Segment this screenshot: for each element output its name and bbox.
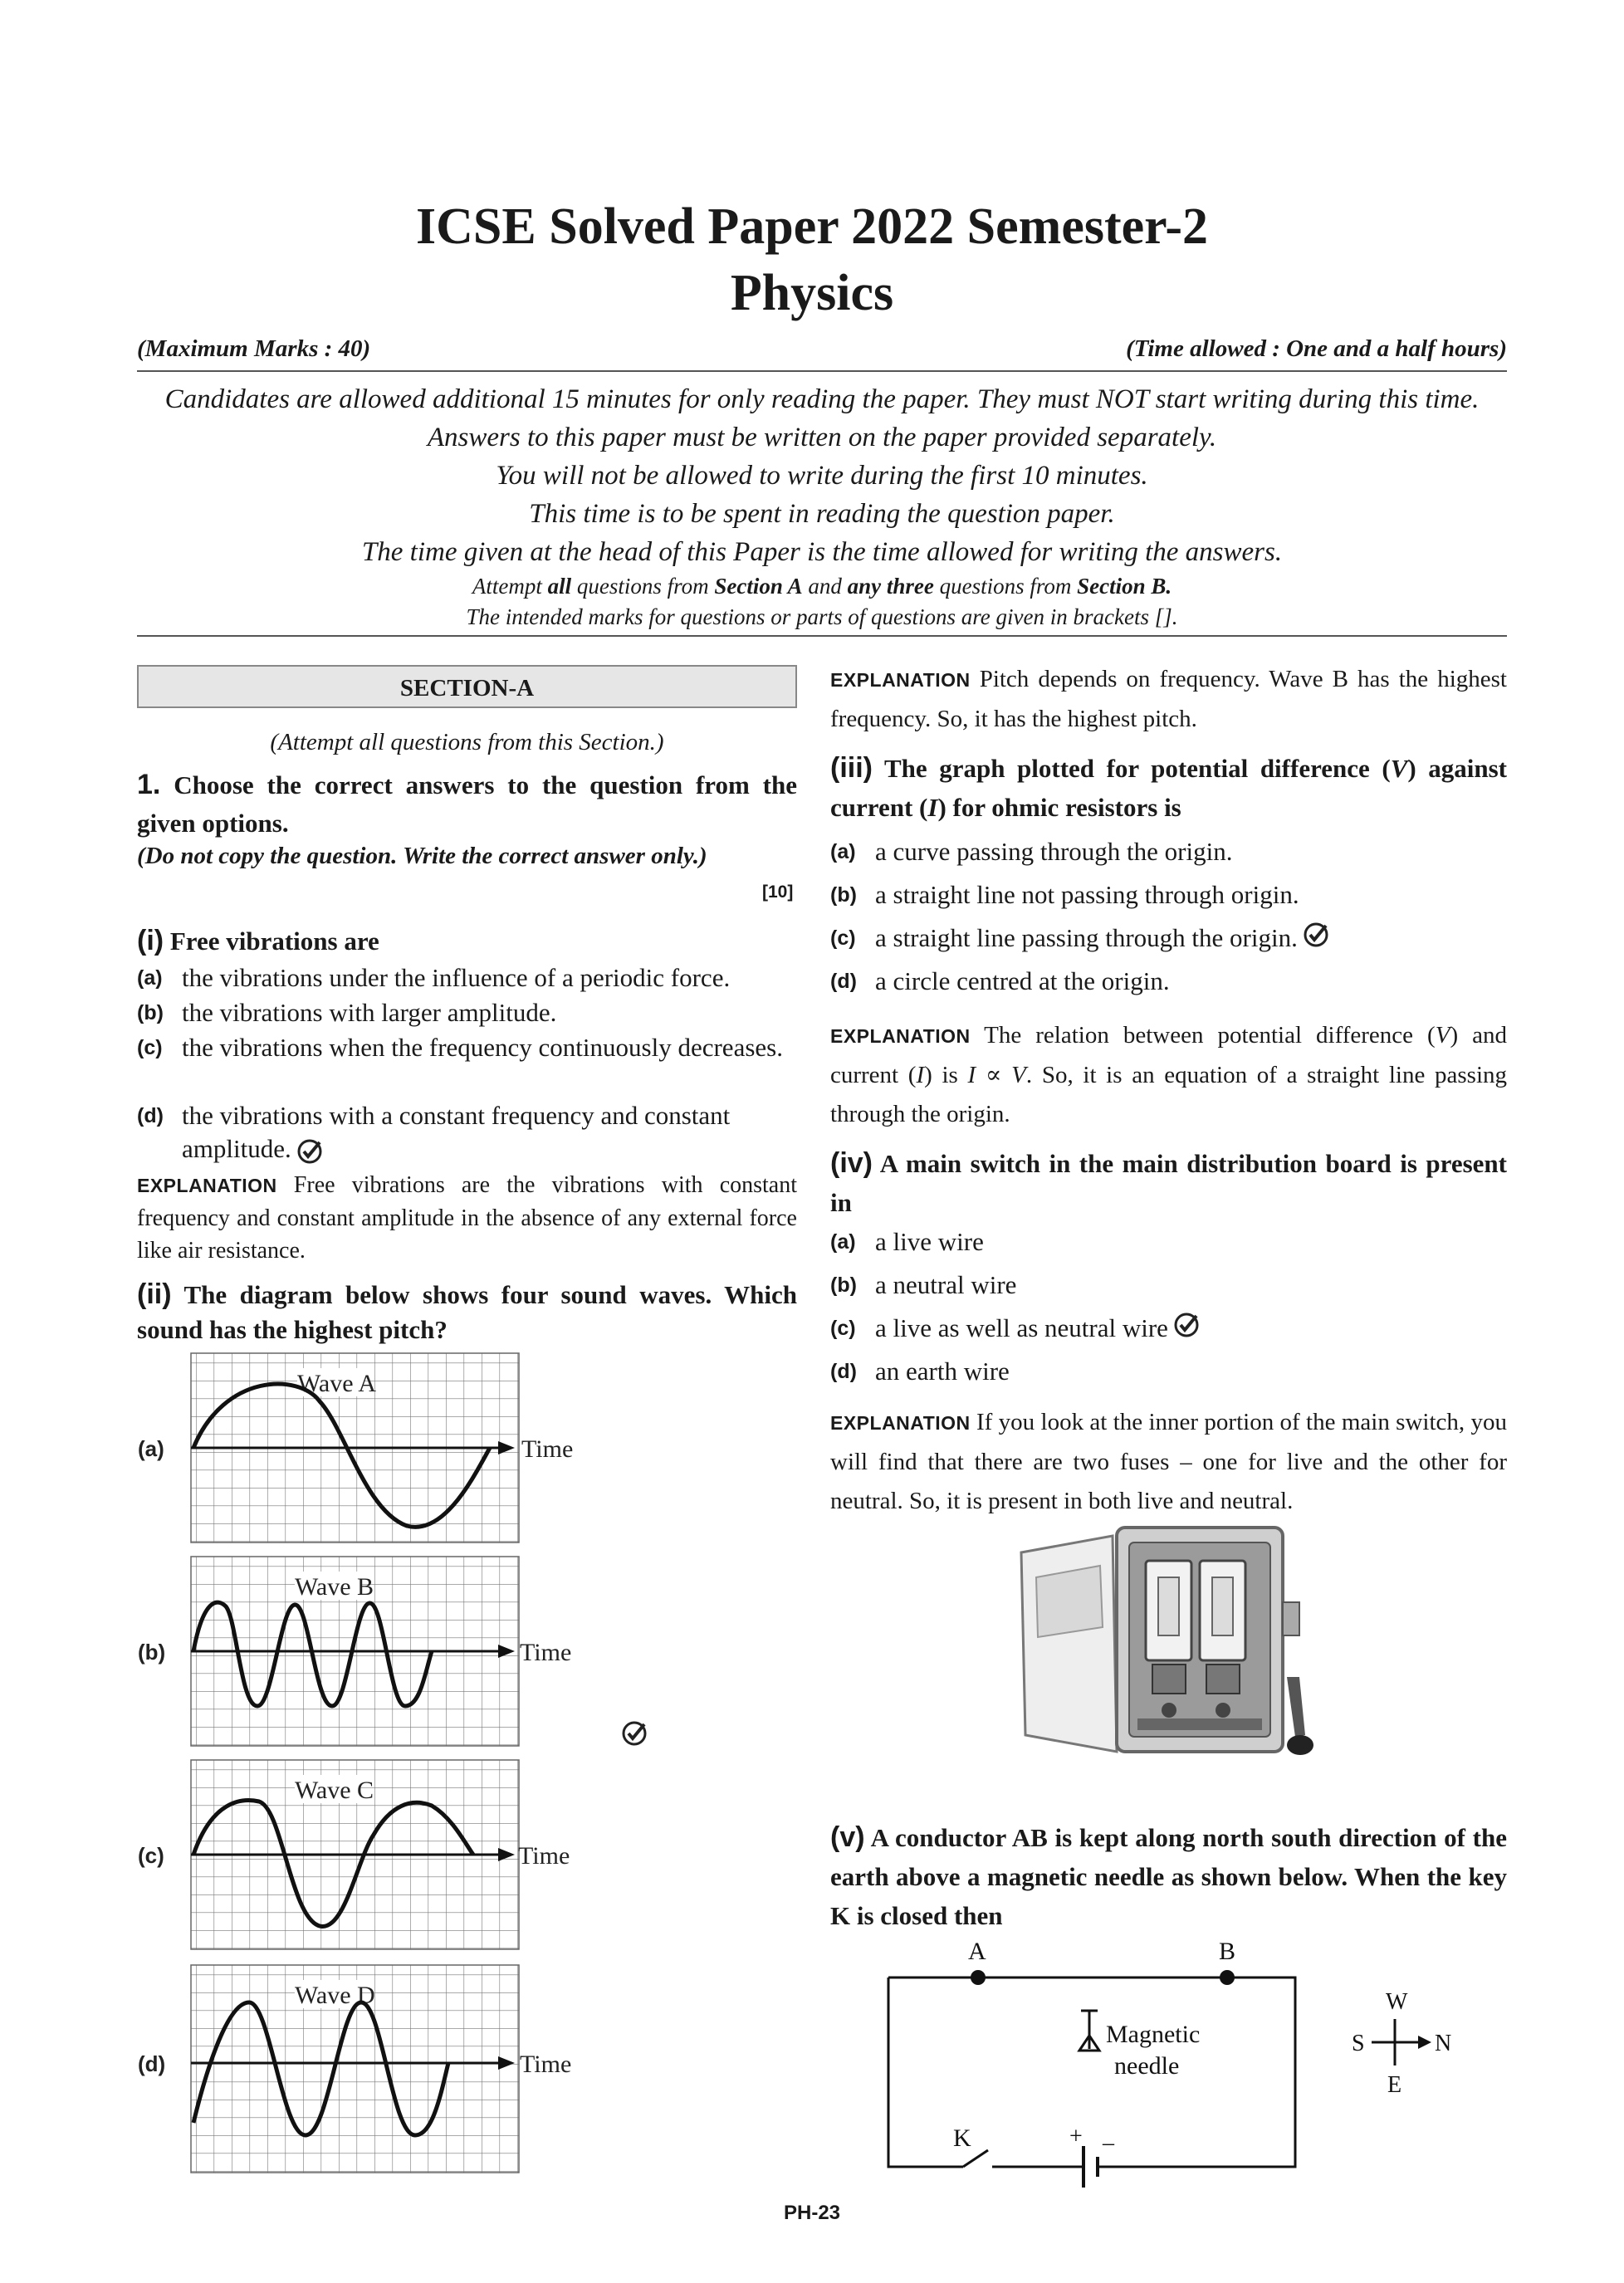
wave-a-panel: [138, 1353, 573, 1542]
option-label: (d): [138, 2051, 166, 2076]
wave-d-panel: [138, 1965, 571, 2173]
instructions: [137, 380, 1507, 633]
page-number: PH-23: [783, 2202, 841, 2224]
time-allowed: (Time allowed : One and a half hours): [1126, 335, 1507, 362]
compass-south: S: [1352, 2031, 1365, 2056]
wave-c-panel: [138, 1760, 570, 1949]
option-d[interactable]: (d) an earth wire: [830, 1357, 1010, 1386]
option-b[interactable]: (b) a straight line not passing through origin.: [830, 880, 1299, 909]
option-a[interactable]: (a) a live wire: [830, 1227, 984, 1256]
instruction-line: Attempt all questions from Section A and any three questions from Section B.: [472, 574, 1172, 599]
needle-label: Magnetic: [1106, 2021, 1201, 2048]
time-axis-label: Time: [520, 2051, 572, 2078]
option-c[interactable]: (c) the vibrations when the frequency continuously decreases.: [137, 1033, 783, 1062]
instruction-line: The intended marks for questions or parts of questions are given in brackets [].: [466, 604, 1178, 629]
marks-badge: [10]: [762, 882, 794, 902]
time-axis-label: Time: [518, 1842, 570, 1870]
option-a[interactable]: (a) a curve passing through the origin.: [830, 837, 1233, 866]
key-switch: [963, 2150, 988, 2167]
option-b[interactable]: (b) a neutral wire: [830, 1270, 1017, 1299]
option-label: (a): [138, 1436, 164, 1461]
wave-c-label: Wave C: [295, 1777, 374, 1804]
instruction-line: This time is to be spent in reading the question paper.: [529, 499, 1115, 529]
option-label: (c): [138, 1843, 164, 1868]
magnetic-needle-icon: [1079, 2011, 1099, 2051]
instruction-line: Answers to this paper must be written on the paper provided separately.: [427, 423, 1217, 452]
point-a: [971, 1970, 986, 1985]
key-label: K: [953, 2124, 971, 2152]
option-c[interactable]: (c) a straight line passing through the origin.: [830, 922, 1329, 955]
explanation-i: EXPLANATION Free vibrations are the vibrations with constant frequency and constant amplitude in the absence of any external force like air resistance.: [137, 1172, 797, 1264]
correct-check-icon: [296, 1138, 323, 1165]
wave-d-label: Wave D: [295, 1982, 375, 2009]
question-i: (i) Free vibrations are: [137, 925, 379, 956]
wave-b-label: Wave B: [295, 1573, 374, 1601]
instruction-line: You will not be allowed to write during the first 10 minutes.: [496, 461, 1148, 491]
explanation-ii: EXPLANATION Pitch depends on frequency. Wave B has the highest frequency. So, it has the highest pitch.: [830, 666, 1507, 732]
question-ii: (ii) The diagram below shows four sound waves. Which sound has the highest pitch?: [137, 1278, 797, 1344]
battery-plus: +: [1069, 2124, 1083, 2149]
main-switch-photo: [1013, 1511, 1320, 1777]
question-iii: (iii) The graph plotted for potential difference (V) against current (I) for ohmic resistors is: [830, 752, 1507, 822]
instructions-rule: [137, 635, 1507, 637]
explanation-iv: EXPLANATION If you look at the inner portion of the main switch, you will find that there are two fuses – one for live and the other for neutral. So, it is present in both live and neutral.: [830, 1409, 1507, 1514]
point-a-label: A: [968, 1938, 986, 1965]
option-d[interactable]: (d) a circle centred at the origin.: [830, 966, 1170, 995]
correct-check-icon: [1173, 1312, 1200, 1338]
section-heading: SECTION-A: [137, 665, 797, 708]
point-b: [1220, 1970, 1235, 1985]
page-title: ICSE Solved Paper 2022 Semester-2: [415, 198, 1209, 255]
wave-b-panel: [138, 1557, 571, 1746]
question-number: 1.: [137, 769, 161, 800]
question-1-note: (Do not copy the question. Write the correct answer only.): [137, 843, 707, 869]
time-axis-label: Time: [520, 1639, 572, 1666]
question-v: (v) A conductor AB is kept along north south direction of the earth above a magnetic needle as shown below. When the key K is closed then: [830, 1821, 1507, 1930]
needle-label: needle: [1114, 2052, 1180, 2080]
compass-east: E: [1387, 2072, 1402, 2098]
question-iv: (iv) A main switch in the main distribution board is present in: [830, 1147, 1507, 1217]
waves-diagram: [125, 1345, 722, 2183]
option-label: (b): [138, 1640, 166, 1665]
time-axis-label: Time: [521, 1435, 574, 1463]
point-b-label: B: [1219, 1938, 1236, 1965]
header-rule: [137, 370, 1507, 372]
correct-check-icon: [624, 1723, 645, 1744]
explanation-iii: EXPLANATION The relation between potential difference (V) and current (I) is I ∝ V. So, it is an equation of a straight line passing through the origin.: [830, 1022, 1508, 1127]
instruction-line: Candidates are allowed additional 15 minutes for only reading the paper. They must NOT start writing during this time.: [164, 384, 1480, 414]
option-a[interactable]: (a) the vibrations under the influence of a periodic force.: [137, 963, 731, 992]
section-note: (Attempt all questions from this Section.): [270, 729, 664, 755]
option-c[interactable]: (c) a live as well as neutral wire: [830, 1312, 1200, 1345]
instruction-line: The time given at the head of this Paper is the time allowed for writing the answers.: [361, 537, 1283, 567]
option-d[interactable]: (d) the vibrations with a constant frequency and constant amplitude.: [137, 1101, 731, 1163]
compass-icon: [1372, 2019, 1431, 2065]
option-b[interactable]: (b) the vibrations with larger amplitude.: [137, 998, 557, 1027]
battery-minus: –: [1103, 2130, 1114, 2156]
compass-north: N: [1435, 2031, 1452, 2056]
circuit-diagram: [863, 1926, 1494, 2192]
wave-a-label: Wave A: [297, 1370, 377, 1397]
correct-check-icon: [1303, 922, 1329, 948]
subject-title: Physics: [730, 265, 894, 321]
compass-west: W: [1386, 1989, 1408, 2015]
max-marks: (Maximum Marks : 40): [137, 335, 371, 362]
question-1: 1. Choose the correct answers to the question from the given options.: [137, 769, 797, 838]
